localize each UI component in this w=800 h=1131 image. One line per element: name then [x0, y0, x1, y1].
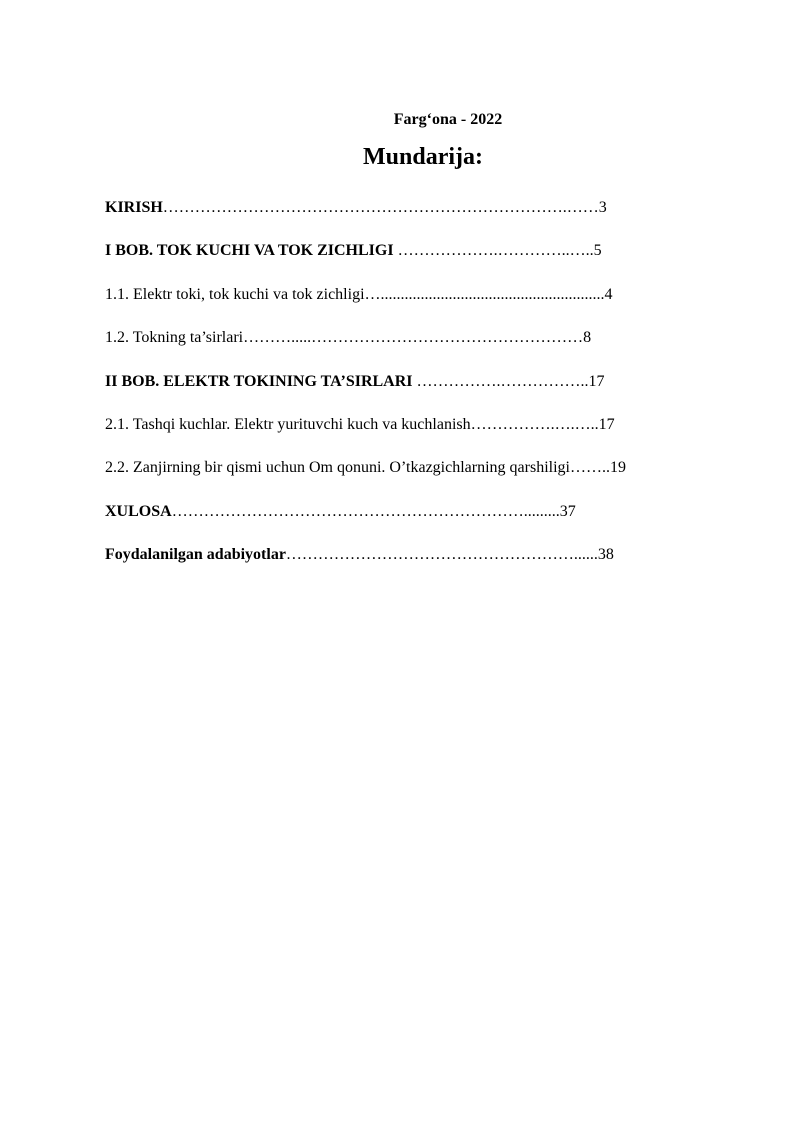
toc-entry-text: I BOB. TOK KUCHI VA TOK ZICHLIGI: [105, 242, 394, 260]
toc-entry-leader: ………………………………………………………………….……: [162, 199, 599, 216]
toc-entry-section-1-2: [105, 327, 745, 370]
toc-entry-page: 37: [559, 502, 576, 520]
toc-entry-text: 2.1. Tashqi kuchlar. Elektr yurituvchi kuch va kuchlanish: [105, 415, 471, 433]
toc-entry-page: 17: [598, 415, 615, 433]
toc-entry-xulosa: [105, 501, 745, 544]
toc-entry-page: 38: [597, 546, 614, 564]
toc-entry-chapter-1: [105, 240, 745, 283]
toc-entry-text: 1.2. Tokning ta’sirlari: [105, 329, 244, 347]
toc-entry-references: [105, 544, 745, 587]
toc-entry-section-2-1: [105, 414, 745, 457]
toc-entry-text: XULOSA: [105, 502, 172, 520]
toc-entry-page: 5: [593, 242, 602, 260]
toc-entry-leader: …………….……………..: [412, 372, 589, 390]
toc-title: Mundarija:: [363, 144, 483, 170]
toc-entry-page: 8: [583, 329, 592, 347]
toc-entry-text: 1.1. Elektr toki, tok kuchi va tok zichligi: [105, 285, 365, 303]
toc-entry-page: 17: [588, 372, 605, 390]
toc-entry-page: 4: [604, 285, 613, 303]
toc-entry-leader: ………………………………………………......: [285, 546, 598, 564]
toc-entry-text: Foydalanilgan adabiyotlar: [105, 546, 286, 564]
city-year-line: Farg‘ona - 2022: [393, 111, 503, 128]
toc-entry-text: II BOB. ELEKTR TOKINING TA’SIRLARI: [105, 372, 413, 390]
toc-entry-section-2-2: [105, 457, 745, 500]
toc-entry-chapter-2: [105, 371, 745, 414]
toc-entry-leader: …………….….…..: [470, 415, 599, 433]
toc-entry-leader: ………………………………………………………….........: [171, 502, 560, 520]
toc-entry-page: 3: [598, 199, 607, 216]
toc-entry-text: KIRISH: [105, 199, 163, 216]
toc-entry-section-1-1: [105, 284, 745, 327]
toc-entry-leader: ……….....……………………………………………: [243, 329, 584, 347]
toc-entry-page: 19: [609, 459, 626, 477]
toc-entry-text: 2.2. Zanjirning bir qismi uchun Om qonuni. O’tkazgichlarning qarshiligi: [105, 459, 570, 477]
toc-entry-kirish: [105, 197, 745, 240]
toc-entry-leader: …........................................................: [364, 285, 605, 303]
toc-entry-leader: ……………….…………..…..: [393, 242, 594, 260]
toc-entry-leader: ……..: [569, 459, 610, 477]
table-of-contents: [105, 197, 745, 588]
